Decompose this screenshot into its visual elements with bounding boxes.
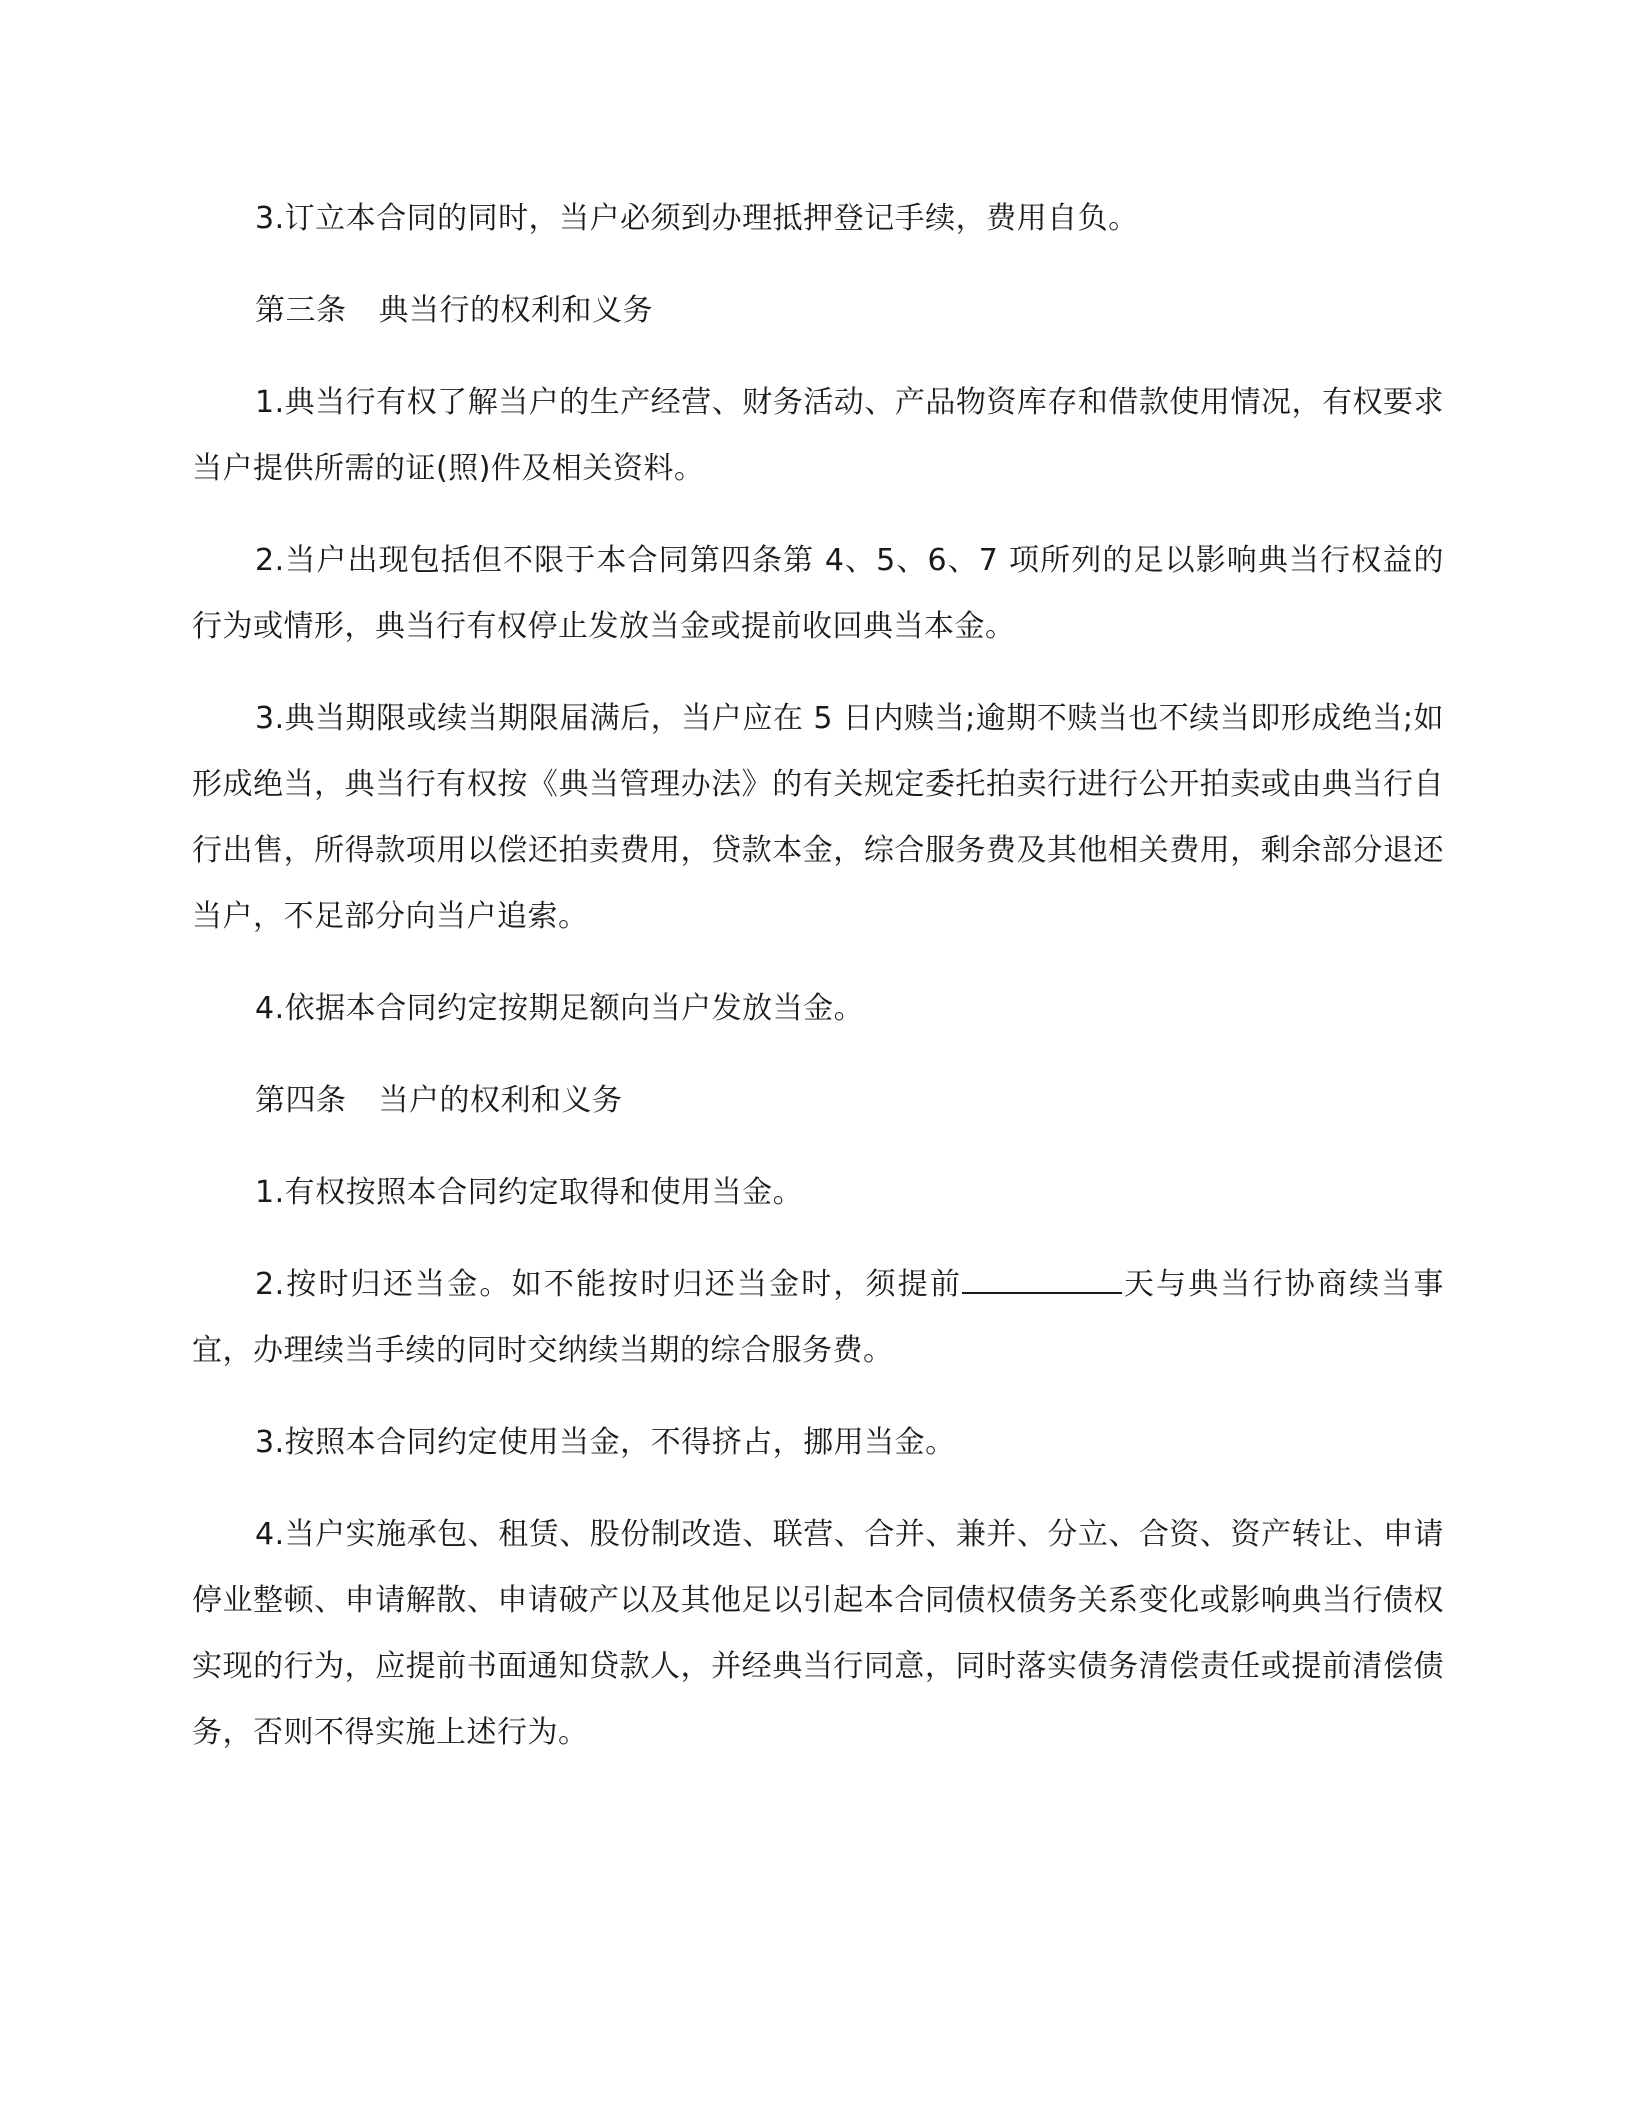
article-4-number: 第四条 <box>255 1083 347 1118</box>
clause-3-1: 1.典当行有权了解当户的生产经营、财务活动、产品物资库存和借款使用情况，有权要求当户提供所需的证(照)件及相关资料。 <box>192 385 1444 486</box>
document-body <box>192 186 1444 1792</box>
clause-4-2-text-after: 天与典当行协商续当事宜，办理续当手续的同时交纳续当期的综合服务费。 <box>192 1267 1445 1368</box>
clause-3-3: 3.典当期限或续当期限届满后，当户应在 5 日内赎当;逾期不赎当也不续当即形成绝当;如形成绝当，典当行有权按《典当管理办法》的有关规定委托拍卖行进行公开拍卖或由典当行自行出售，所得款项用以偿还拍卖费用，贷款本金，综合服务费及其他相关费用，剩余部分退还当户，不足部分向当户追索。 <box>192 701 1444 934</box>
article-3-heading <box>192 278 1444 344</box>
clause-4-4: 4.当户实施承包、租赁、股份制改造、联营、合并、兼并、分立、合资、资产转让、申请停业整顿、申请解散、申请破产以及其他足以引起本合同债权债务关系变化或影响典当行债权实现的行为，应提前书面通知贷款人，并经典当行同意，同时落实债务清偿责任或提前清偿债务，否则不得实施上述行为。 <box>192 1517 1444 1750</box>
clause-3-4: 4.依据本合同约定按期足额向当户发放当金。 <box>255 991 865 1026</box>
article-4-heading <box>192 1068 1444 1134</box>
clause-3-2: 2.当户出现包括但不限于本合同第四条第 4、5、6、7 项所列的足以影响典当行权益的行为或情形，典当行有权停止发放当金或提前收回典当本金。 <box>192 543 1444 644</box>
article-3-title: 典当行的权利和义务 <box>378 293 653 328</box>
clause-4-1: 1.有权按照本合同约定取得和使用当金。 <box>255 1175 804 1210</box>
clause-4-3: 3.按照本合同约定使用当金，不得挤占，挪用当金。 <box>255 1425 956 1460</box>
clause-2-3: 3.订立本合同的同时，当户必须到办理抵押登记手续，费用自负。 <box>255 201 1139 236</box>
article-3-number: 第三条 <box>255 293 347 328</box>
days-blank-field[interactable] <box>962 1266 1122 1294</box>
clause-4-2 <box>192 1252 1444 1384</box>
clause-4-2-text-before: 2.按时归还当金。如不能按时归还当金时，须提前 <box>255 1267 963 1302</box>
article-4-title: 当户的权利和义务 <box>378 1083 623 1118</box>
